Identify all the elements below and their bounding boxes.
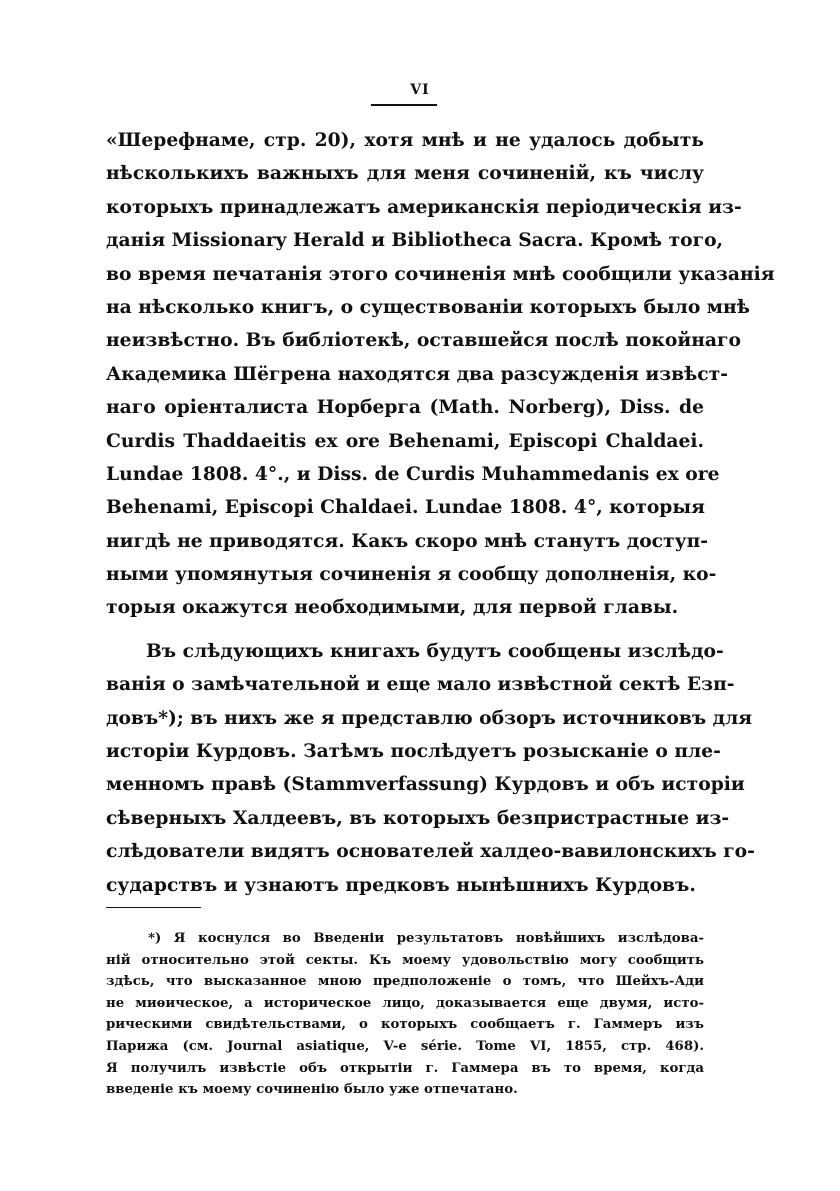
header-rule [371, 104, 437, 106]
text-line: на нѣсколько книгъ, о существованіи которыхъ было мнѣ [106, 295, 750, 318]
text-line: торыя окажутся необходимыми, для первой главы. [106, 596, 679, 619]
footnote-line: введеніе къ моему сочиненію было уже отпечатано. [106, 1082, 518, 1098]
text-line: ными упомянутыя сочиненія я сообщу дополненія, ко- [106, 563, 717, 586]
footnote-rule [106, 907, 201, 908]
text-line: ванія о замѣчательной и еще мало извѣстной сектѣ Езп- [106, 673, 735, 696]
footnote-line: Парижа (см. Journal asiatique, V-e série. Tome VI, 1855, стр. 468). [106, 1038, 704, 1054]
footnote-line: рическими свидѣтельствами, о которыхъ сообщаетъ г. Гаммеръ изъ [106, 1017, 704, 1033]
footnote-line: ній относительно этой секты. Къ моему удовольствію могу сообщить [106, 952, 704, 968]
text-line: Lundae 1808. 4°., и Diss. de Curdis Muhammedanis ex ore [106, 462, 720, 485]
text-line: нѣсколькихъ важныхъ для меня сочиненій, къ числу [106, 162, 704, 185]
text-line: сударствъ и узнаютъ предковъ нынѣшнихъ Курдовъ. [106, 873, 696, 896]
footnote-line: здѣсь, что высказанное мною предположеніе о томъ, что Шейхъ-Ади [106, 974, 704, 990]
text-line: довъ*); въ нихъ же я представлю обзоръ источниковъ для [106, 706, 753, 729]
text-line: во время печатанія этого сочиненія мнѣ сообщили указанія [106, 262, 775, 285]
text-line: сѣверныхъ Халдеевъ, въ которыхъ безпристрастные из- [106, 806, 730, 829]
page-number: VI [410, 82, 430, 98]
text-line: «Шерефнаме, стр. 20), хотя мнѣ и не удалось добыть [106, 129, 704, 151]
text-line: Въ слѣдующихъ книгахъ будутъ сообщены изслѣдо- [146, 639, 724, 662]
footnote-line: не миѳическое, а историческое лицо, доказывается еще двумя, исто- [106, 995, 704, 1011]
text-line: Академика Шёгрена находятся два разсужденія извѣст- [106, 362, 729, 385]
text-line: данія Missionary Herald и Bibliotheca Sacra. Кромѣ того, [106, 229, 724, 252]
text-line: которыхъ принадлежатъ американскія періодическія из- [106, 195, 742, 218]
main-text [106, 124, 775, 902]
text-line: Curdis Thaddaeitis ex ore Behenami, Episcopi Chaldaei. [106, 429, 704, 452]
text-line: менномъ правѣ (Stammverfassung) Курдовъ и объ исторіи [106, 773, 745, 796]
text-line: нигдѣ не приводятся. Какъ скоро мнѣ станутъ доступ- [106, 529, 709, 552]
paragraph-gap [106, 625, 704, 635]
footnote-text [106, 928, 704, 1101]
text-line: слѣдователи видятъ основателей халдео-вавилонскихъ го- [106, 840, 755, 863]
text-line: неизвѣстно. Въ библіотекѣ, оставшейся послѣ покойнаго [106, 329, 741, 352]
footnote-line: Я получилъ извѣстіе объ открытіи г. Гаммера въ то время, когда [106, 1060, 704, 1076]
text-line: наго оріенталиста Норберга (Math. Norberg), Diss. de [106, 396, 704, 419]
text-line: Behenami, Episcopi Chaldaei. Lundae 1808. 4°, которыя [106, 496, 705, 519]
footnote-line: *) Я коснулся во Введеніи результатовъ новѣйшихъ изслѣдова- [148, 931, 704, 946]
text-line: исторіи Курдовъ. Затѣмъ послѣдуетъ розысканіе о пле- [106, 740, 721, 763]
